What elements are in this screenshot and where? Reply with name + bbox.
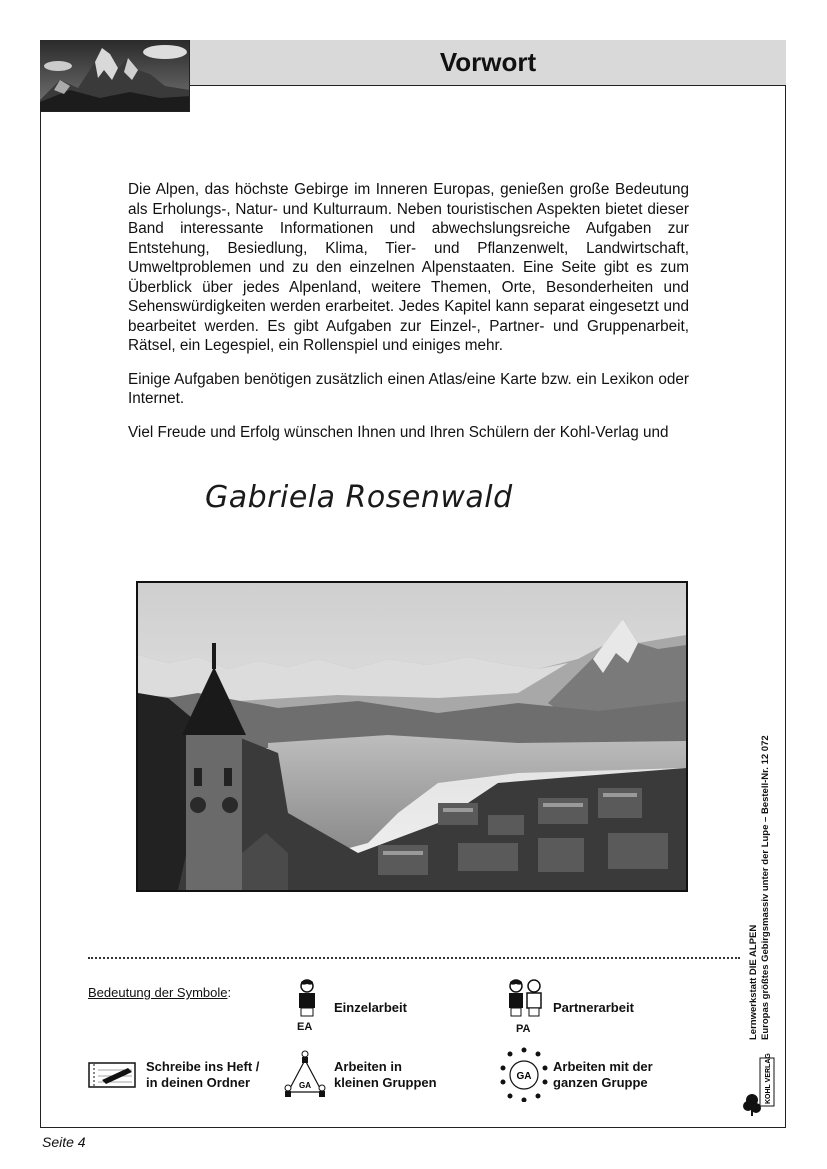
ga-small-abbr: GA (299, 1081, 311, 1090)
body-text (128, 180, 689, 456)
side-imprint: Lernwerkstatt DIE ALPEN Europas größtes Gebirgsmassiv unter der Lupe – Bestell-Nr. 12 072 (748, 735, 771, 1040)
pa-abbr: PA (516, 1023, 531, 1035)
kleine-gruppen-label: Arbeiten in kleinen Gruppen (334, 1059, 437, 1090)
small-group-icon (284, 1050, 326, 1100)
kohl-verlag-logo (742, 1050, 782, 1120)
ganze-gruppe-label: Arbeiten mit der ganzen Gruppe (553, 1059, 653, 1090)
greeting-paragraph: Viel Freude und Erfolg wünschen Ihnen und Ihren Schülern der Kohl-Verlag und (128, 423, 669, 441)
page-number: Seite 4 (42, 1134, 86, 1150)
header-mountain-photo (40, 40, 190, 112)
divider (88, 957, 740, 959)
notebook-pen-icon (88, 1062, 136, 1088)
legend-title: Bedeutung der Symbole: (88, 985, 232, 1000)
intro-paragraph: Die Alpen, das höchste Gebirge im Inneren Europas, genießen große Bedeutung als Erholungs-, Natur- und Kulturraum. Neben touristischen Aspekten bietet dieser Band interessante Informationen und abwechslungsreiche Aufgaben zur Entstehung, Besiedlung, Klima, Tier- und Pflanzenwelt, Landwirtschaft, Umweltproblemen und zu den einzelnen Alpenstaaten. Eine Seite gibt es zum Überblick über jedes Alpenland, weitere Themen, Orte, Besonderheiten und Sehenswürdigkeiten werden erarbeitet. Jedes Kapitel kann separat eingesetzt und bearbeitet werden. Es gibt Aufgaben zur Einzel-, Partner- und Gruppenarbeit, Rätsel, ein Legespiel, ein Rollenspiel und einiges mehr. (128, 181, 689, 354)
alpine-town-photo (136, 581, 688, 892)
whole-group-icon (500, 1046, 548, 1102)
page-title: Vorwort (439, 47, 537, 77)
einzelarbeit-label: Einzelarbeit (334, 1000, 407, 1015)
title-bar (190, 40, 786, 86)
signature: Gabriela Rosenwald (205, 480, 513, 515)
heft-label: Schreibe ins Heft / in deinen Ordner (146, 1059, 260, 1090)
ea-abbr: EA (297, 1021, 313, 1033)
partnerarbeit-label: Partnerarbeit (553, 1000, 634, 1015)
svg-text:KOHL VERLAG: KOHL VERLAG (765, 1053, 772, 1104)
atlas-paragraph: Einige Aufgaben benötigen zusätzlich einen Atlas/eine Karte bzw. ein Lexikon oder Internet. (128, 370, 689, 407)
ga-whole-abbr: GA (516, 1071, 532, 1082)
